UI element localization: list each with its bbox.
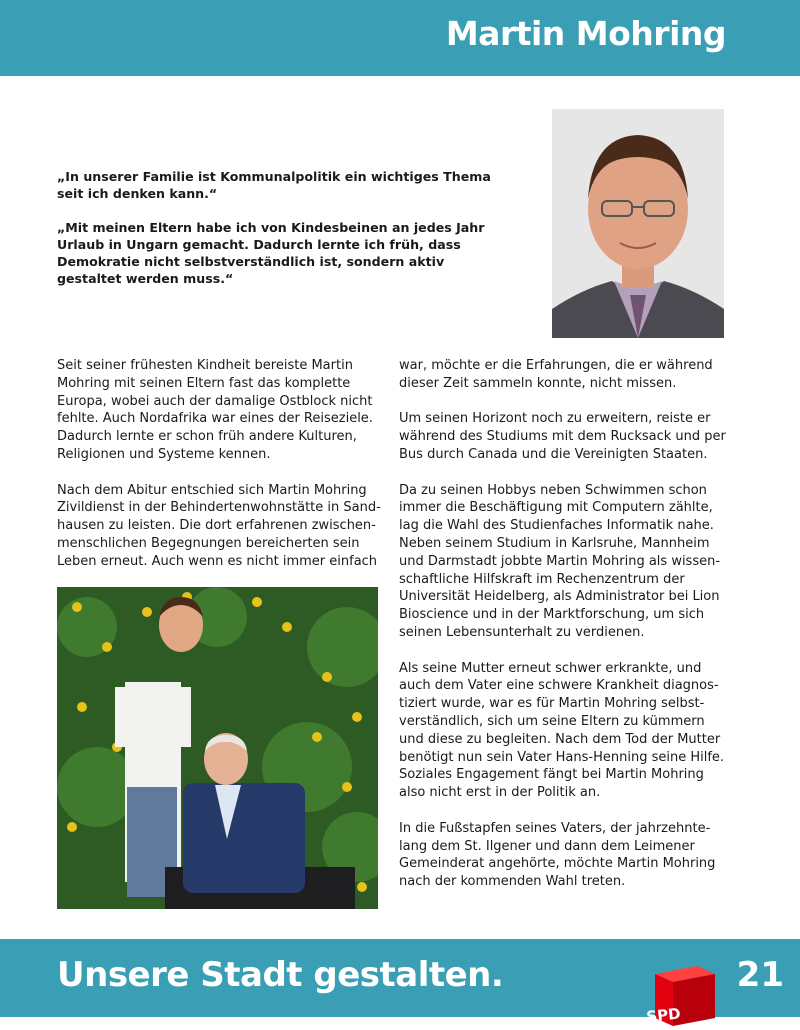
left-text-column (57, 357, 382, 588)
svg-text:SPD: SPD (645, 1004, 682, 1026)
right-text-column (399, 357, 729, 909)
page-title: Martin Mohring (445, 14, 726, 53)
paragraph: war, möchte er die Erfahrungen, die er während dieser Zeit sammeln konnte, nicht missen. (399, 358, 713, 391)
paragraph: Seit seiner frühesten Kindheit bereiste Martin Mohring mit seinen Eltern fast das komplette Europa, wobei auch der damalige Ostblock nicht fehlte. Auch Nordafrika war eines der Reiseziele. Dadurch lernte er schon früh andere Kulturen, Religionen und Systeme kennen. (57, 358, 373, 462)
paragraph: Da zu seinen Hobbys neben Schwimmen schon immer die Beschäftigung mit Computern zählte, lag die Wahl des Studienfaches Informatik nahe. Neben seinem Studium in Karlsruhe, Mannheim und Darmstadt jobbte Martin Mohring als wissen-schaftliche Hilfskraft im Rechenzentrum der Universität Heidelberg, als Administrator bei Lion Bioscience und in der Marktforschung, um sich seinen Lebensunterhalt zu verdienen. (399, 482, 721, 640)
spd-logo (645, 960, 721, 1026)
paragraph: In die Fußstapfen seines Vaters, der jahrzehnte-lang dem St. Ilgener und dann dem Leimener Gemeinderat angehörte, möchte Martin Mohring nach der kommenden Wahl treten. (399, 820, 716, 890)
header-bar (0, 0, 800, 76)
page-number: 21 (736, 955, 784, 995)
family-photo (57, 587, 378, 909)
quote: „In unserer Familie ist Kommunalpolitik ein wichtiges Thema seit ich denken kann.“ (57, 169, 491, 201)
quote: „Mit meinen Eltern habe ich von Kindesbeinen an jedes Jahr Urlaub in Ungarn gemacht. Dadurch lernte ich früh, dass Demokratie nicht selbstverständlich ist, sondern aktiv gestaltet werden muss.“ (57, 220, 485, 286)
paragraph: Um seinen Horizont noch zu erweitern, reiste er während des Studiums mit dem Rucksack und per Bus durch Canada und die Vereinigten Staaten. (399, 411, 726, 462)
paragraph: Nach dem Abitur entschied sich Martin Mohring Zivildienst in der Behindertenwohnstätte in Sand-hausen zu leisten. Die dort erfahrenen zwischen-menschlichen Begegnungen bereicherten sein Leben erneut. Auch wenn es nicht immer einfach (57, 482, 381, 569)
slogan: Unsere Stadt gestalten. (57, 955, 504, 995)
quote-block (57, 168, 507, 304)
portrait-photo (552, 109, 724, 338)
paragraph: Als seine Mutter erneut schwer erkrankte, und auch dem Vater eine schwere Krankheit diagnos-tiziert wurde, war es für Martin Mohring selbst-verständlich, sich um seine Eltern zu kümmern und diese zu begleiten. Nach dem Tod der Mutter benötigt nun sein Vater Hans-Henning seine Hilfe. Soziales Engagement fängt bei Martin Mohring also nicht erst in der Politik an. (399, 660, 725, 801)
